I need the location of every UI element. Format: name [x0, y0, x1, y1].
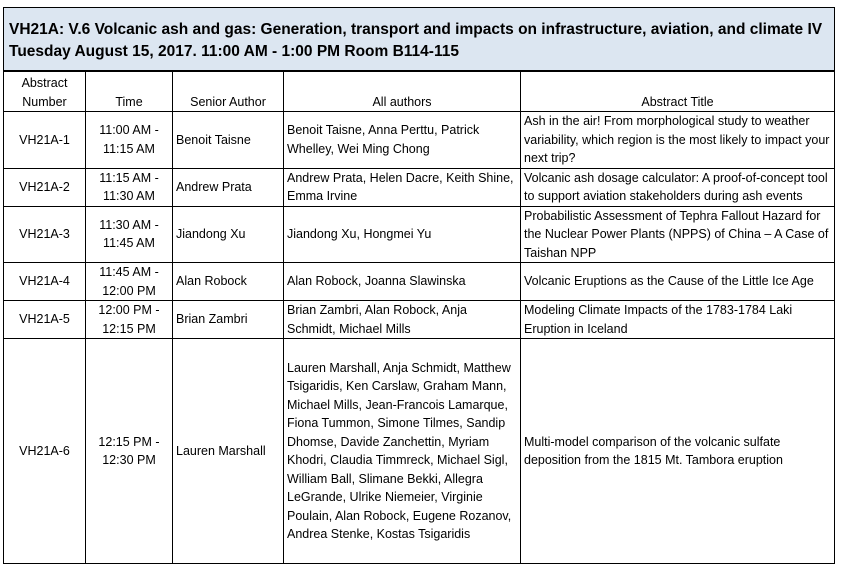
column-header-senior-author: Senior Author — [173, 72, 284, 112]
abstract-number: VH21A-2 — [4, 168, 86, 206]
abstract-title: Multi-model comparison of the volcanic sulfate deposition from the 1815 Mt. Tambora eruption — [521, 339, 835, 564]
table-row — [4, 206, 835, 263]
senior-author: Lauren Marshall — [173, 339, 284, 564]
senior-author: Alan Robock — [173, 263, 284, 301]
all-authors: Andrew Prata, Helen Dacre, Keith Shine, Emma Irvine — [284, 168, 521, 206]
column-header-abstract-title: Abstract Title — [521, 72, 835, 112]
all-authors: Jiandong Xu, Hongmei Yu — [284, 206, 521, 263]
table-row — [4, 168, 835, 206]
session-header — [3, 7, 835, 71]
senior-author: Jiandong Xu — [173, 206, 284, 263]
time-slot: 11:45 AM - 12:00 PM — [86, 263, 173, 301]
all-authors: Lauren Marshall, Anja Schmidt, Matthew Tsigaridis, Ken Carslaw, Graham Mann, Michael Mills, Jean-Francois Lamarque, Fiona Tummon, Simone Tilmes, Sandip Dhomse, Davide Zanchettin, Myriam Khodri, Claudia Timmreck, Michael Sigl, William Ball, Slimane Bekki, Allegra LeGrande, Ulrike Niemeier, Virginie Poulain, Alan Robock, Eugene Rozanov, Andrea Stenke, Kostas Tsigaridis — [284, 339, 521, 564]
abstract-title: Modeling Climate Impacts of the 1783-1784 Laki Eruption in Iceland — [521, 301, 835, 339]
abstract-number: VH21A-6 — [4, 339, 86, 564]
abstract-title: Volcanic Eruptions as the Cause of the Little Ice Age — [521, 263, 835, 301]
table-row — [4, 263, 835, 301]
table-row — [4, 112, 835, 169]
time-slot: 11:30 AM - 11:45 AM — [86, 206, 173, 263]
time-slot: 12:15 PM - 12:30 PM — [86, 339, 173, 564]
time-slot: 11:00 AM - 11:15 AM — [86, 112, 173, 169]
senior-author: Benoit Taisne — [173, 112, 284, 169]
abstract-number: VH21A-3 — [4, 206, 86, 263]
column-header-time: Time — [86, 72, 173, 112]
abstract-number: VH21A-4 — [4, 263, 86, 301]
all-authors: Benoit Taisne, Anna Perttu, Patrick Whelley, Wei Ming Chong — [284, 112, 521, 169]
abstract-title: Ash in the air! From morphological study to weather variability, which region is the most likely to impact your next trip? — [521, 112, 835, 169]
column-header-abstract-number: Abstract Number — [4, 72, 86, 112]
senior-author: Brian Zambri — [173, 301, 284, 339]
table-row — [4, 339, 835, 564]
abstracts-table — [3, 71, 835, 564]
senior-author: Andrew Prata — [173, 168, 284, 206]
column-header-all-authors: All authors — [284, 72, 521, 112]
session-date-line: Tuesday August 15, 2017. 11:00 AM - 1:00 PM Room B114-115 — [9, 43, 459, 60]
all-authors: Alan Robock, Joanna Slawinska — [284, 263, 521, 301]
abstract-title: Volcanic ash dosage calculator: A proof-of-concept tool to support aviation stakeholders during ash events — [521, 168, 835, 206]
time-slot: 12:00 PM - 12:15 PM — [86, 301, 173, 339]
abstract-number: VH21A-1 — [4, 112, 86, 169]
time-slot: 11:15 AM - 11:30 AM — [86, 168, 173, 206]
session-title: VH21A: V.6 Volcanic ash and gas: Generation, transport and impacts on infrastructure, aviation, and climate IV — [9, 21, 823, 38]
table-row — [4, 301, 835, 339]
abstract-number: VH21A-5 — [4, 301, 86, 339]
all-authors: Brian Zambri, Alan Robock, Anja Schmidt, Michael Mills — [284, 301, 521, 339]
abstract-title: Probabilistic Assessment of Tephra Fallout Hazard for the Nuclear Power Plants (NPPS) of China – A Case of Taishan NPP — [521, 206, 835, 263]
table-header-row — [4, 72, 835, 112]
